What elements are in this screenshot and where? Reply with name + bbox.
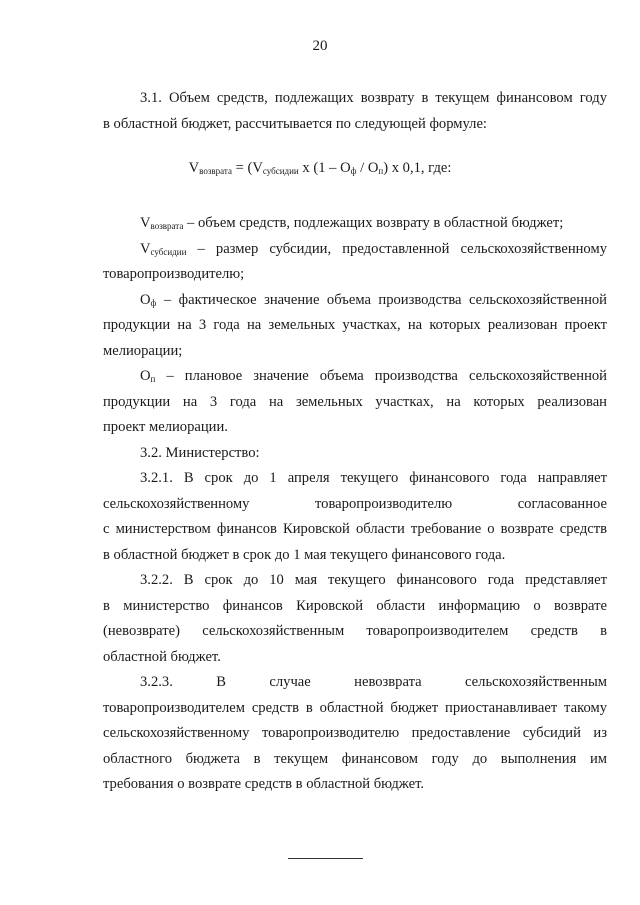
paragraph-line: с министерством финансов Кировской области требование о возврате средств [103, 521, 607, 537]
page-number: 20 [312, 38, 328, 54]
definition-text: – объем средств, подлежащих возврату в областной бюджет; [183, 215, 564, 231]
formula-subscript: возврата [199, 166, 232, 176]
paragraph-line: товаропроизводителю; [103, 266, 245, 282]
formula-subscript: субсидии [262, 166, 299, 176]
paragraph-line: в областной бюджет, рассчитывается по следующей формуле: [103, 115, 487, 132]
paragraph-line: 3.2.1. В срок до 1 апреля текущего финансового года направляет [140, 470, 607, 486]
definition-symbol: V [140, 215, 151, 231]
formula-part: ) x 0,1, где: [383, 160, 452, 176]
word: случае [269, 674, 311, 690]
formula-subscript: ф [350, 166, 357, 176]
paragraph-line: областного бюджета в текущем финансовом году до выполнения им [103, 750, 607, 767]
definition-subscript: п [150, 374, 156, 384]
definition-o-fact [103, 288, 607, 314]
formula-subscript: п [378, 166, 384, 176]
paragraph-line [103, 492, 607, 518]
word: 3.2.3. [140, 674, 173, 690]
definition-symbol: V [140, 240, 151, 257]
definition-text: – фактическое значение объема производства сельскохозяйственной [156, 291, 607, 308]
paragraph-line: в министерство финансов Кировской области информацию о возврате [103, 597, 607, 614]
paragraph-line: продукции на 3 года на земельных участках, на которых реализован [103, 393, 607, 410]
definitions [103, 211, 607, 798]
paragraph-line: мелиорации; [103, 342, 183, 359]
formula-part: = (V [231, 160, 263, 176]
definition-text: – размер субсидии, предоставленной сельскохозяйственному [186, 240, 607, 257]
paragraph-line: 3.1. Объем средств, подлежащих возврату в текущем финансовом году [140, 90, 607, 106]
definition-subscript: субсидии [150, 246, 187, 257]
definition-symbol: O [140, 368, 151, 384]
paragraph-line: проект мелиорации. [103, 419, 228, 435]
definition-text: – плановое значение объема производства сельскохозяйственной [155, 368, 607, 384]
word: товаропроизводителю [314, 495, 453, 512]
end-rule [288, 858, 363, 859]
definition-subscript: возврата [150, 221, 184, 231]
formula [0, 160, 640, 177]
formula-part: / O [356, 160, 379, 176]
definition-v-return [103, 211, 607, 237]
definition-subscript: ф [150, 297, 157, 308]
paragraph-line: 3.2.2. В срок до 10 мая текущего финансового года представляет [140, 572, 607, 588]
word: согласованное [517, 495, 607, 512]
section-3-2-heading: 3.2. Министерство: [140, 444, 260, 461]
paragraph-line: (невозврате) сельскохозяйственным товаропроизводителем средств в [103, 623, 607, 639]
word: невозврата [354, 674, 422, 690]
definition-v-subsidy [103, 237, 607, 263]
formula-part: x (1 – O [298, 160, 351, 176]
paragraph-line [103, 670, 607, 696]
formula-symbol: V [188, 160, 200, 176]
word: В [216, 674, 226, 690]
definition-o-plan [103, 364, 607, 390]
paragraph-line: требования о возврате средств в областной бюджет. [103, 776, 425, 792]
paragraph-line: в областной бюджет в срок до 1 мая текущего финансового года. [103, 546, 506, 563]
paragraph-line: областной бюджет. [103, 648, 221, 665]
paragraph-line: продукции на 3 года на земельных участках, на которых реализован проект [103, 317, 607, 333]
section-3-1 [103, 86, 607, 137]
word: сельскохозяйственному [103, 495, 250, 512]
word: сельскохозяйственным [465, 674, 607, 690]
paragraph-line: сельскохозяйственному товаропроизводителю предоставление субсидий из [103, 725, 607, 741]
paragraph-line: товаропроизводителем средств в областной бюджет приостанавливает такому [103, 699, 607, 716]
definition-symbol: O [140, 291, 151, 308]
